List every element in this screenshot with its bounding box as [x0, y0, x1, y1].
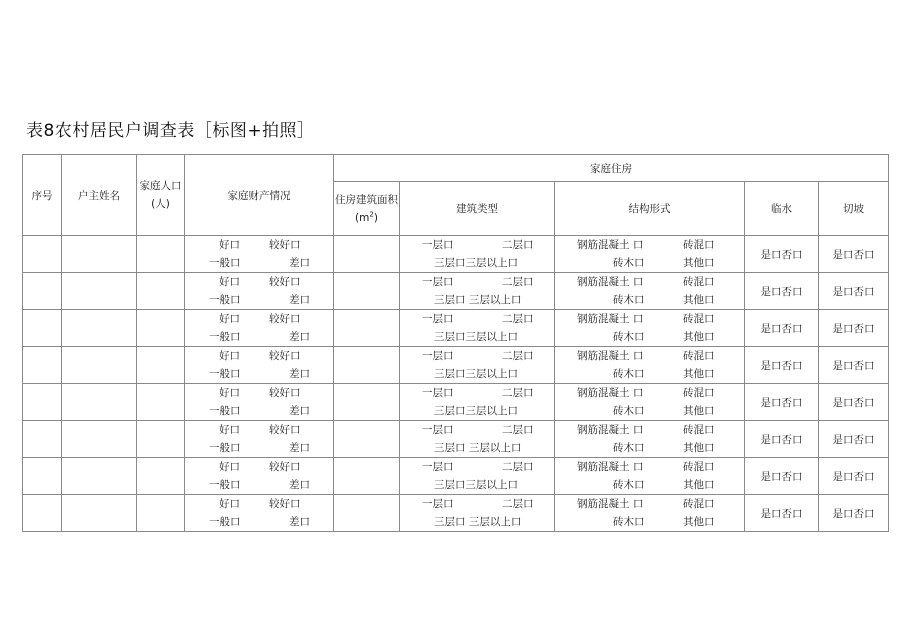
- option-poor[interactable]: 差口: [289, 479, 310, 491]
- table-row: [23, 236, 889, 273]
- cell-building-type[interactable]: [400, 458, 555, 495]
- cell-owner[interactable]: [62, 384, 137, 421]
- option-rc[interactable]: 钢筋混凝土 口: [577, 276, 644, 288]
- cell-owner[interactable]: [62, 495, 137, 532]
- page-title: 表8农村居民户调查表［标图+拍照］: [26, 121, 315, 141]
- cell-water[interactable]: 是口否口: [745, 273, 819, 310]
- option-two-floor[interactable]: 二层口: [502, 276, 534, 288]
- option-good[interactable]: 好口: [219, 313, 240, 325]
- option-brick-concrete[interactable]: 砖混口: [683, 350, 715, 362]
- cell-members[interactable]: [137, 495, 185, 532]
- option-three-floor[interactable]: 三层口 三层以上口: [434, 294, 522, 306]
- cell-slope[interactable]: 是口否口: [819, 273, 889, 310]
- cell-slope[interactable]: 是口否口: [819, 384, 889, 421]
- option-one-floor[interactable]: 一层口: [422, 350, 454, 362]
- cell-water[interactable]: 是口否口: [745, 384, 819, 421]
- cell-owner[interactable]: [62, 236, 137, 273]
- option-fairly-good[interactable]: 较好口: [269, 424, 301, 436]
- option-other[interactable]: 其他口: [683, 257, 715, 269]
- cell-building-type[interactable]: [400, 421, 555, 458]
- cell-owner[interactable]: [62, 458, 137, 495]
- option-rc[interactable]: 钢筋混凝土 口: [577, 498, 644, 510]
- option-average[interactable]: 一般口: [209, 479, 241, 491]
- option-poor[interactable]: 差口: [289, 405, 310, 417]
- option-poor[interactable]: 差口: [289, 257, 310, 269]
- cell-property[interactable]: [185, 421, 334, 458]
- option-three-floor[interactable]: 三层口 三层以上口: [434, 516, 522, 528]
- cell-structure[interactable]: [555, 384, 745, 421]
- cell-structure[interactable]: [555, 310, 745, 347]
- cell-water[interactable]: 是口否口: [745, 236, 819, 273]
- table-row: [23, 310, 889, 347]
- option-average[interactable]: 一般口: [209, 405, 241, 417]
- option-other[interactable]: 其他口: [683, 479, 715, 491]
- option-other[interactable]: 其他口: [683, 331, 715, 343]
- option-one-floor[interactable]: 一层口: [422, 276, 454, 288]
- cell-property[interactable]: [185, 347, 334, 384]
- cell-structure[interactable]: [555, 273, 745, 310]
- option-good[interactable]: 好口: [219, 276, 240, 288]
- option-brick-concrete[interactable]: 砖混口: [683, 498, 715, 510]
- option-brick-concrete[interactable]: 砖混口: [683, 461, 715, 473]
- cell-water[interactable]: 是口否口: [745, 310, 819, 347]
- cell-seq[interactable]: [23, 310, 62, 347]
- cell-area[interactable]: [334, 236, 400, 273]
- cell-water[interactable]: 是口否口: [745, 495, 819, 532]
- option-good[interactable]: 好口: [219, 387, 240, 399]
- cell-slope[interactable]: 是口否口: [819, 347, 889, 384]
- option-brick-wood[interactable]: 砖木口: [613, 294, 645, 306]
- header-area: 住房建筑面积$(m^2)$: [334, 182, 400, 236]
- table-row: [23, 421, 889, 458]
- table-row: [23, 384, 889, 421]
- option-one-floor[interactable]: 一层口: [422, 461, 454, 473]
- header-water: 临水: [745, 182, 819, 236]
- option-good[interactable]: 好口: [219, 239, 240, 251]
- cell-property[interactable]: [185, 273, 334, 310]
- option-two-floor[interactable]: 二层口: [502, 350, 534, 362]
- option-two-floor[interactable]: 二层口: [502, 498, 534, 510]
- cell-area[interactable]: [334, 421, 400, 458]
- cell-property[interactable]: [185, 458, 334, 495]
- option-good[interactable]: 好口: [219, 461, 240, 473]
- option-three-floor[interactable]: 三层口三层以上口: [434, 405, 518, 417]
- cell-seq[interactable]: [23, 236, 62, 273]
- cell-owner[interactable]: [62, 347, 137, 384]
- cell-seq[interactable]: [23, 421, 62, 458]
- option-rc[interactable]: 钢筋混凝土 口: [577, 387, 644, 399]
- option-two-floor[interactable]: 二层口: [502, 239, 534, 251]
- cell-structure[interactable]: [555, 347, 745, 384]
- option-average[interactable]: 一般口: [209, 516, 241, 528]
- cell-seq[interactable]: [23, 384, 62, 421]
- cell-structure[interactable]: [555, 458, 745, 495]
- option-fairly-good[interactable]: 较好口: [269, 498, 301, 510]
- option-three-floor[interactable]: 三层口 三层以上口: [434, 442, 522, 454]
- option-rc[interactable]: 钢筋混凝土 口: [577, 424, 644, 436]
- header-housing: 家庭住房: [334, 155, 889, 182]
- option-one-floor[interactable]: 一层口: [422, 424, 454, 436]
- option-three-floor[interactable]: 三层口三层以上口: [434, 479, 518, 491]
- option-poor[interactable]: 差口: [289, 516, 310, 528]
- option-brick-concrete[interactable]: 砖混口: [683, 276, 715, 288]
- option-brick-wood[interactable]: 砖木口: [613, 331, 645, 343]
- option-brick-wood[interactable]: 砖木口: [613, 368, 645, 380]
- option-fairly-good[interactable]: 较好口: [269, 239, 301, 251]
- option-good[interactable]: 好口: [219, 424, 240, 436]
- option-brick-wood[interactable]: 砖木口: [613, 405, 645, 417]
- cell-members[interactable]: [137, 236, 185, 273]
- option-poor[interactable]: 差口: [289, 442, 310, 454]
- cell-members[interactable]: [137, 421, 185, 458]
- option-three-floor[interactable]: 三层口三层以上口: [434, 257, 518, 269]
- option-average[interactable]: 一般口: [209, 331, 241, 343]
- option-fairly-good[interactable]: 较好口: [269, 387, 301, 399]
- cell-area[interactable]: [334, 458, 400, 495]
- cell-property[interactable]: [185, 495, 334, 532]
- option-good[interactable]: 好口: [219, 350, 240, 362]
- option-one-floor[interactable]: 一层口: [422, 239, 454, 251]
- option-two-floor[interactable]: 二层口: [502, 387, 534, 399]
- option-rc[interactable]: 钢筋混凝土 口: [577, 350, 644, 362]
- option-fairly-good[interactable]: 较好口: [269, 461, 301, 473]
- option-other[interactable]: 其他口: [683, 405, 715, 417]
- cell-structure[interactable]: [555, 421, 745, 458]
- cell-area[interactable]: [334, 273, 400, 310]
- option-two-floor[interactable]: 二层口: [502, 424, 534, 436]
- option-fairly-good[interactable]: 较好口: [269, 313, 301, 325]
- header-building-type: 建筑类型: [400, 182, 555, 236]
- cell-slope[interactable]: 是口否口: [819, 310, 889, 347]
- cell-members[interactable]: [137, 384, 185, 421]
- option-brick-wood[interactable]: 砖木口: [613, 479, 645, 491]
- cell-slope[interactable]: 是口否口: [819, 236, 889, 273]
- option-fairly-good[interactable]: 较好口: [269, 276, 301, 288]
- cell-members[interactable]: [137, 347, 185, 384]
- option-one-floor[interactable]: 一层口: [422, 387, 454, 399]
- cell-area[interactable]: [334, 384, 400, 421]
- option-average[interactable]: 一般口: [209, 257, 241, 269]
- header-members: 家庭人口(人): [137, 155, 185, 236]
- cell-seq[interactable]: [23, 495, 62, 532]
- option-poor[interactable]: 差口: [289, 294, 310, 306]
- cell-structure[interactable]: [555, 495, 745, 532]
- option-brick-concrete[interactable]: 砖混口: [683, 239, 715, 251]
- table-row: [23, 495, 889, 532]
- cell-seq[interactable]: [23, 458, 62, 495]
- option-poor[interactable]: 差口: [289, 331, 310, 343]
- option-one-floor[interactable]: 一层口: [422, 313, 454, 325]
- option-rc[interactable]: 钢筋混凝土 口: [577, 313, 644, 325]
- cell-water[interactable]: 是口否口: [745, 347, 819, 384]
- cell-water[interactable]: 是口否口: [745, 421, 819, 458]
- cell-seq[interactable]: [23, 273, 62, 310]
- cell-water[interactable]: 是口否口: [745, 458, 819, 495]
- cell-area[interactable]: [334, 495, 400, 532]
- cell-structure[interactable]: [555, 236, 745, 273]
- cell-property[interactable]: [185, 236, 334, 273]
- cell-property[interactable]: [185, 384, 334, 421]
- cell-building-type[interactable]: [400, 310, 555, 347]
- option-good[interactable]: 好口: [219, 498, 240, 510]
- header-structure: 结构形式: [555, 182, 745, 236]
- option-three-floor[interactable]: 三层口三层以上口: [434, 368, 518, 380]
- table-row: [23, 347, 889, 384]
- cell-members[interactable]: [137, 310, 185, 347]
- header-owner: 户主姓名: [62, 155, 137, 236]
- header-property: 家庭财产情况: [185, 155, 334, 236]
- header-slope: 切坡: [819, 182, 889, 236]
- option-fairly-good[interactable]: 较好口: [269, 350, 301, 362]
- cell-owner[interactable]: [62, 273, 137, 310]
- cell-slope[interactable]: 是口否口: [819, 495, 889, 532]
- option-two-floor[interactable]: 二层口: [502, 461, 534, 473]
- table-row: [23, 458, 889, 495]
- cell-property[interactable]: [185, 310, 334, 347]
- option-two-floor[interactable]: 二层口: [502, 313, 534, 325]
- option-brick-wood[interactable]: 砖木口: [613, 257, 645, 269]
- cell-members[interactable]: [137, 458, 185, 495]
- option-rc[interactable]: 钢筋混凝土 口: [577, 461, 644, 473]
- option-brick-wood[interactable]: 砖木口: [613, 442, 645, 454]
- option-other[interactable]: 其他口: [683, 442, 715, 454]
- option-brick-concrete[interactable]: 砖混口: [683, 387, 715, 399]
- option-brick-concrete[interactable]: 砖混口: [683, 313, 715, 325]
- option-rc[interactable]: 钢筋混凝土 口: [577, 239, 644, 251]
- option-other[interactable]: 其他口: [683, 516, 715, 528]
- option-poor[interactable]: 差口: [289, 368, 310, 380]
- option-one-floor[interactable]: 一层口: [422, 498, 454, 510]
- cell-slope[interactable]: 是口否口: [819, 458, 889, 495]
- option-average[interactable]: 一般口: [209, 442, 241, 454]
- cell-owner[interactable]: [62, 421, 137, 458]
- option-three-floor[interactable]: 三层口三层以上口: [434, 331, 518, 343]
- option-average[interactable]: 一般口: [209, 294, 241, 306]
- header-seq: 序号: [23, 155, 62, 236]
- cell-owner[interactable]: [62, 310, 137, 347]
- cell-building-type[interactable]: [400, 236, 555, 273]
- cell-area[interactable]: [334, 347, 400, 384]
- survey-table: [22, 154, 889, 532]
- cell-members[interactable]: [137, 273, 185, 310]
- option-brick-wood[interactable]: 砖木口: [613, 516, 645, 528]
- cell-seq[interactable]: [23, 347, 62, 384]
- cell-area[interactable]: [334, 310, 400, 347]
- option-other[interactable]: 其他口: [683, 368, 715, 380]
- cell-building-type[interactable]: [400, 495, 555, 532]
- option-brick-concrete[interactable]: 砖混口: [683, 424, 715, 436]
- cell-building-type[interactable]: [400, 384, 555, 421]
- cell-slope[interactable]: 是口否口: [819, 421, 889, 458]
- table-row: [23, 273, 889, 310]
- cell-building-type[interactable]: [400, 273, 555, 310]
- option-other[interactable]: 其他口: [683, 294, 715, 306]
- option-average[interactable]: 一般口: [209, 368, 241, 380]
- cell-building-type[interactable]: [400, 347, 555, 384]
